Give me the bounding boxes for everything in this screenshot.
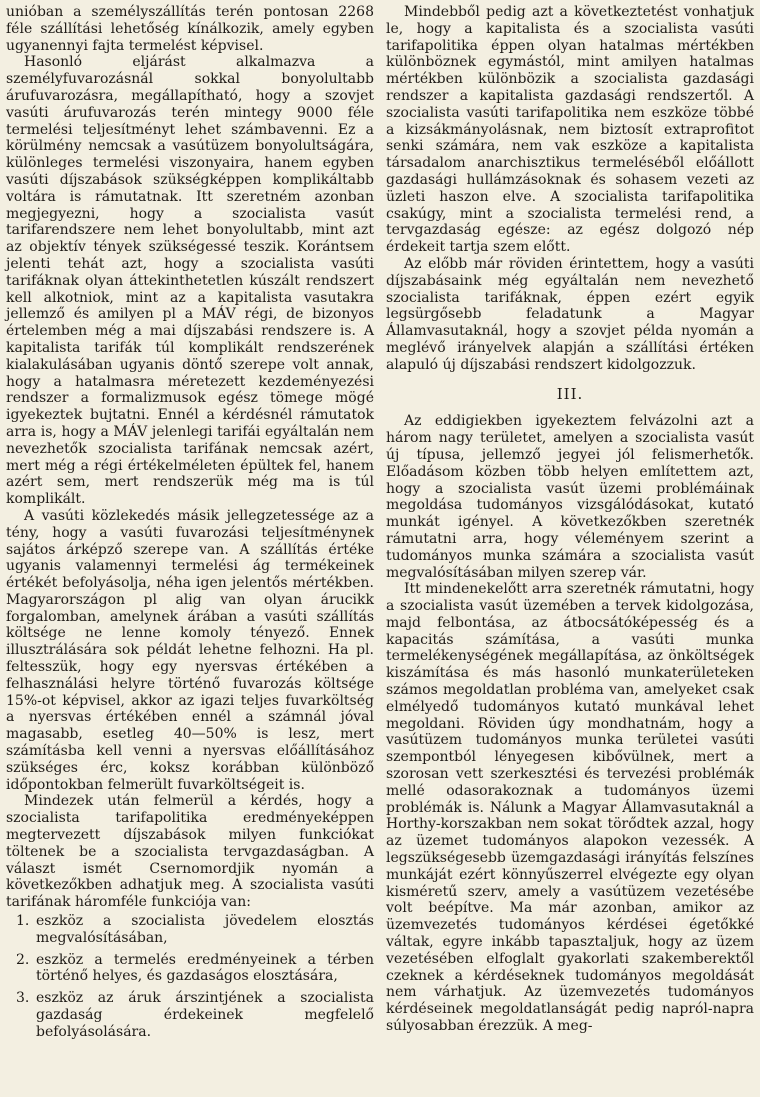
section-heading: III.: [556, 384, 584, 403]
paragraph: Itt mindenekelőtt arra szeretnék rámutatni, hogy a szocialista vasút üzemében a tervek kidolgozása, majd felbontása, az átbocsátóképesség és a kapacitás számítása, a vasúti munka termelékenységének megállapítása, az önköltségek kiszámítása és más hasonló munkaterületeken számos megoldatlan probléma van, amelyeket csak elmélyedő tudományos kutató munkával lehet megoldani. Röviden úgy mondhatnám, hogy a vasútüzem tudományos munka területei vasúti szempontból lényegesen kibővülnek, mert a szorosan vett szerkesztési és tervezési problémák mellé odasorakoznak a tudományos üzemi problémák is. Nálunk a Magyar Államvasutaknál a Horthy-korszakban nem sokat törődtek azzal, hogy az üzemet tudományos alapokon vezessék. A legszükségesebb üzemgazdasági irányítás felszínes munkáját ezért könnyűszerrel elvégezte egy olyan kisméretű szerv, amely a vasútüzem vezetésébe volt beépítve. Ma már azonban, amikor az üzemvezetés tudományos kérdései égetőkké váltak, egyre inkább tapasztaljuk, hogy az üzem vezetésében elfoglalt gyakorlati szakemberektől czeknek a kérdéseknek tudományos megoldását nem várhatjuk. Az üzemvezetés tudományos kérdéseinek megoldatlanságát pedig napról-napra súlyosabban érezzük. A meg-: [386, 581, 754, 1035]
list-item: [6, 990, 374, 1040]
paragraph: A vasúti közlekedés másik jellegzetessége az a tény, hogy a vasúti fuvarozási teljesítménynek sajátos árképző szerepe van. A szállítás értéke ugyanis valamennyi termelési ág termékeinek értékét befolyásolja, néha igen jelentős mértékben. Magyarországon pl alig van olyan árucikk forgalomban, amelynek árában a vasúti szállítás költsége ne lenne komoly tényező. Ennek illusztrálására sok példát lehetne felhozni. Ha pl. feltesszük, hogy egy nyersvas értékében a felhasználási helyre történő fuvarozás költsége 15%-ot képvisel, akkor az igazi teljes fuvarköltség a nyersvas értékében ennél a számnál jóval magasabb, esetleg 40—50% is lesz, mert számításba kell venni a nyersvas előállításához szükséges érc, koksz korábban különböző időpontokban felmerült fuvarköltségeit is.: [6, 507, 374, 793]
left-column: [6, 4, 374, 1097]
list-item-number: 1.: [16, 913, 30, 930]
paragraph: Az eddigiekben igyekeztem felvázolni azt a három nagy területet, amelyen a szocialista vasút új típusa, jellemző jegyei jól felismerhetők. Előadásom közben több helyen említettem azt, hogy a szocialista vasút üzemi problémáinak megoldása tudományos vizsgálódásokat, kutató munkát igényel. A következőkben szeretnék rámutatni arra, hogy véleményem szerint a tudományos munka számára a szocialista vasút megvalósításában milyen szerep vár.: [386, 413, 754, 581]
list-item-text: eszköz a termelés eredményeinek a térben történő helyes, és gazdaságos elosztására,: [36, 951, 374, 985]
paragraph: unióban a személyszállítás terén pontosan 2268 féle szállítási lehetőség kínálkozik, amely egyben ugyanennyi fajta termelést képvisel.: [6, 4, 374, 54]
list-item-text: eszköz a szocialista jövedelem elosztás megvalósításában,: [36, 913, 374, 946]
list-item-number: 3.: [16, 990, 30, 1007]
right-column: [386, 4, 754, 1097]
list-item-text: eszköz az áruk árszintjének a szocialista gazdaság érdekeinek megfelelő befolyásolására.: [36, 990, 374, 1040]
paragraph: Hasonló eljárást alkalmazva a személyfuvarozásnál sokkal bonyolultabb árufuvarozásra, megállapítható, hogy a szovjet vasúti árufuvarozás terén mintegy 9000 féle termelési teljesítményt lehet számbavenni. Ez a körülmény nemcsak a vasútüzem bonyolultságára, különleges termelési viszonyaira, hanem egyben vasúti díjszabások szükségképpen komplikáltabb voltára is rámutatnak. Itt szeretném azonban megjegyezni, hogy a szocialista vasút tarifarendszere nem lehet bonyolultabb, mint azt az objektív tények szükségessé teszik. Korántsem jelenti tehát azt, hogy a szocialista vasúti tarifáknak olyan áttekinthetetlen kúszált rendszert kell alkotniok, mint az a kapitalista vasutakra jellemző és amilyen pl a MÁV régi, de bizonyos értelemben még a mai díjszabási rendszere is. A kapitalista tarifák túl komplikált rendszerének kialakulásában ugyanis döntő szerepe volt annak, hogy a hatalmasra méretezett kezdeményezési rendszer a formalizmusok egész tömege mögé igyekeztek bujtatni. Ennél a kérdésnél rámutatok arra is, hogy a MÁV jelenlegi tarifái egyáltalán nem nevezhetők szocialista tarifának nemcsak azért, mert még a régi értékelméleten épültek fel, hanem azért sem, mert rendszerük még ma is túl komplikált.: [6, 54, 374, 508]
function-list: [6, 913, 374, 1041]
list-item: [6, 913, 374, 947]
paragraph: Az előbb már röviden érintettem, hogy a vasúti díjszabásaink még egyáltalán nem nevezhető szocialista tarifáknak, éppen ezért egyik legsürgősebb feladatunk a Magyar Államvasutaknál, hogy a szovjet példa nyomán a meglévő irányelvek alapján a szállítási értéken alapuló új díjszabási rendszert kidolgozzuk.: [386, 255, 754, 373]
paragraph: Mindebből pedig azt a következtetést vonhatjuk le, hogy a kapitalista és a szocialista vasúti tarifapolitika éppen olyan hatalmas mértékben különböznek egymástól, mint amilyen hatalmas mértékben különbözik a szocialista gazdasági rendszer a kapitalista gazdasági rendszertől. A szocialista vasúti tarifapolitika nem eszköze többé a kizsákmányolásnak, nem biztosít extraprofitot senki számára, nem vak eszköze a kapitalista társadalom anarchisztikus termeléséből előállott gazdasági hullámzásoknak és sohasem vezeti az üzleti haszon elve. A szocialista tarifapolitika csakúgy, mint a szocialista termelési rend, a tervgazdaság egésze: az egész dolgozó nép érdekeit tartja szem előtt.: [386, 4, 754, 256]
list-item: [6, 952, 374, 986]
list-item-number: 2.: [16, 951, 30, 968]
paragraph: Mindezek után felmerül a kérdés, hogy a szocialista tarifapolitika eredményeképpen megtervezett díjszabások milyen funkciókat töltenek be a szocialista tervgazdaságban. A választ ismét Csernomordjik nyomán a következőkben adhatjuk meg. A szocialista vasúti tarifának háromféle funkciója van:: [6, 793, 374, 911]
